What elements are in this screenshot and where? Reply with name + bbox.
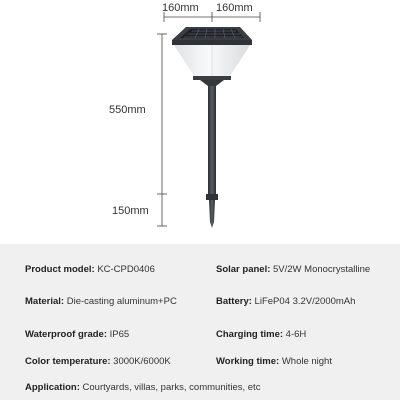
spec-application xyxy=(25,382,260,393)
stake-height-label: 150mm xyxy=(112,205,149,217)
spec-battery xyxy=(216,296,355,307)
spec-charging-time xyxy=(216,329,306,340)
spec-material xyxy=(25,296,177,307)
spec-value: 3000K/6000K xyxy=(113,356,171,367)
spec-product-model xyxy=(25,264,155,275)
spec-color-temperature xyxy=(25,356,171,367)
spec-label: Color temperature: xyxy=(25,356,111,367)
spec-value: Whole night xyxy=(281,356,332,367)
top-width-left-label: 160mm xyxy=(162,2,199,14)
spec-value: IP65 xyxy=(109,329,130,340)
height-dimension-line xyxy=(157,34,167,226)
spec-label: Application: xyxy=(25,382,80,393)
spec-value: Courtyards, villas, parks, communities, etc xyxy=(82,382,261,393)
spec-label: Material: xyxy=(25,296,65,307)
spec-panel xyxy=(0,244,400,400)
lamp-pole xyxy=(206,86,218,228)
spec-label: Product model: xyxy=(25,264,95,275)
spec-working-time xyxy=(216,356,332,367)
spec-label: Charging time: xyxy=(216,329,284,340)
spec-solar-panel xyxy=(216,264,370,275)
spec-value: 4-6H xyxy=(285,329,307,340)
spec-value: 5V/2W Monocrystalline xyxy=(273,264,371,275)
spec-label: Solar panel: xyxy=(216,264,271,275)
spec-value: Die-casting aluminum+PC xyxy=(66,296,177,307)
spec-value: KC-CPD0406 xyxy=(97,264,155,275)
spec-value: LiFeP04 3.2V/2000mAh xyxy=(254,296,356,307)
total-height-label: 550mm xyxy=(109,104,146,116)
spec-label: Waterproof grade: xyxy=(25,329,107,340)
spec-label: Working time: xyxy=(216,356,280,367)
spec-waterproof-grade xyxy=(25,329,129,340)
top-width-right-label: 160mm xyxy=(216,2,253,14)
lamp-head xyxy=(172,27,252,86)
spec-label: Battery: xyxy=(216,296,252,307)
